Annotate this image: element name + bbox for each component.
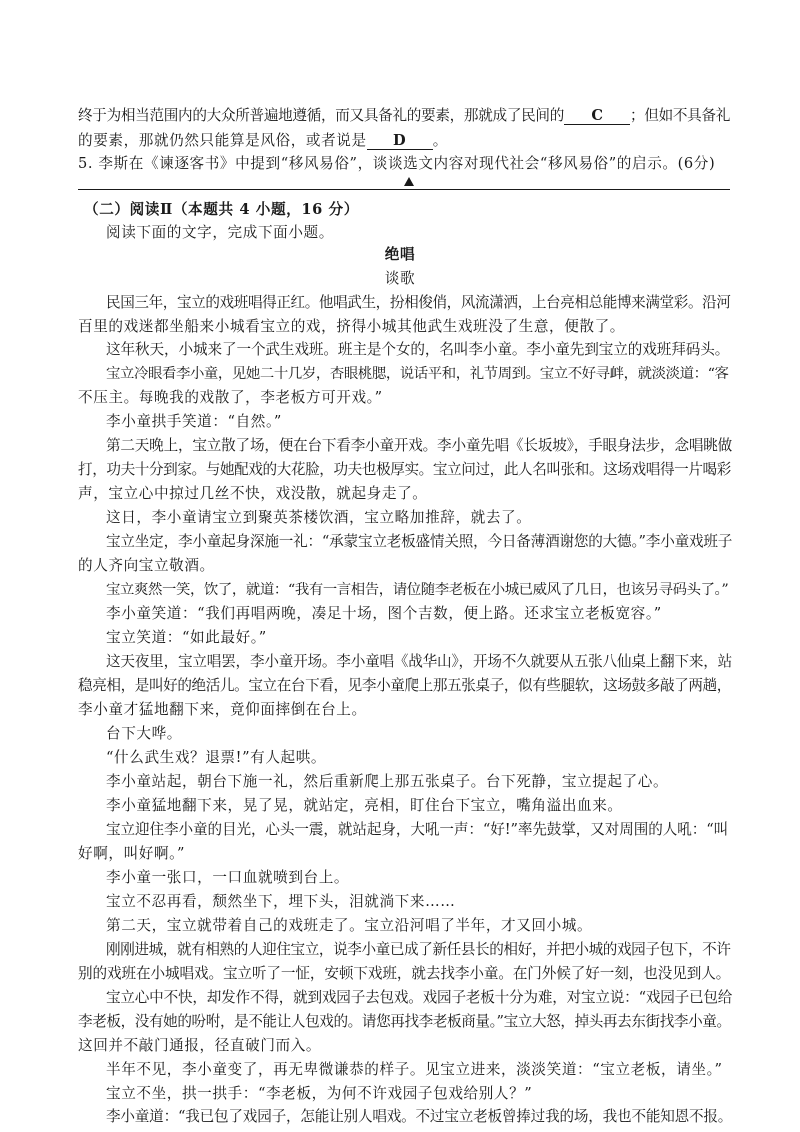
story-line: 这回并不敲门通报，径直破门而入。	[78, 1037, 322, 1054]
story-line: 李小童拱手笑道：“自然。”	[106, 413, 282, 430]
q4-text: ；但如不具备礼	[630, 107, 731, 124]
q4-text: 。	[432, 132, 448, 149]
story-line: 这日，李小童请宝立到聚英茶楼饮酒，宝立略加推辞，就去了。	[106, 509, 532, 526]
story-line: 宝立爽然一笑，饮了，就道：“我有一言相告，请位随李老板在小城已威风了几日，也该另寻码头了。”	[106, 582, 729, 598]
q4-line-2	[78, 133, 448, 150]
story-line: 的人齐向宝立敬酒。	[78, 557, 215, 574]
story-line: “什么武生戏？退票!”有人起哄。	[106, 749, 327, 766]
story-line: 民国三年，宝立的戏班唱得正红。他唱武生，扮相俊俏，风流潇洒，上台亮相总能博来满堂彩。沿河	[106, 294, 731, 311]
story-line: 别的戏班在小城唱戏。宝立听了一怔，安顿下戏班，就去找李小童。在门外候了好一刻，也没见到人。	[78, 965, 731, 982]
story-line: 刚刚进城，就有相熟的人迎住宝立，说李小童已成了新任县长的相好，并把小城的戏园子包下，不许	[106, 941, 731, 958]
story-line: 李小童站起，朝台下施一礼，然后重新爬上那五张桌子。台下死静，宝立提起了心。	[106, 773, 669, 790]
blank-c: C	[564, 108, 630, 125]
section-heading: （二）阅读Ⅱ（本题共 4 小题，16 分）	[84, 201, 359, 218]
story-line: 宝立笑道：“如此最好。”	[106, 629, 267, 646]
q4-line-1	[78, 108, 730, 125]
story-author: 谈歌	[384, 270, 416, 287]
story-line: 第二天，宝立就带着自己的戏班走了。宝立沿河唱了半年，才又回小城。	[106, 917, 593, 934]
q4-text: 终于为相当范围内的大众所普遍地遵循，而又具备礼的要素，那就成了民间的	[78, 107, 564, 124]
story-line: 这年秋天，小城来了一个武生戏班。班主是个女的，名叫李小童。李小童先到宝立的戏班拜码头。	[106, 341, 730, 358]
story-line: 李小童一张口，一口血就喷到台上。	[106, 869, 350, 886]
story-line: 李小童才猛地翻下来，竟仰面摔倒在台上。	[78, 701, 367, 718]
story-line: 打，功夫十分到家。与她配戏的大花脸，功夫也极厚实。宝立问过，此人名叫张和。这场戏唱得一片喝彩	[78, 461, 731, 478]
story-line: 第二天晚上，宝立散了场，便在台下看李小童开戏。李小童先唱《长坂坡》，手眼身法步，念唱眺做	[106, 437, 733, 454]
story-line: 这天夜里，宝立唱罢，李小童开场。李小童唱《战华山》，开场不久就要从五张八仙桌上翻下来，站	[106, 653, 733, 670]
story-line: 台下大哗。	[106, 725, 182, 742]
story-line: 李小童道：“我已包了戏园子，怎能让别人唱戏。不过宝立老板曾捧过我的场，我也不能知恩不报。	[106, 1108, 733, 1125]
question-5: 5. 李斯在《谏逐客书》中提到“移风易俗”，谈谈选文内容对现代社会“移风易俗”的启示。(6分)	[78, 155, 716, 172]
section-instruction: 阅读下面的文字，完成下面小题。	[106, 224, 334, 241]
section-divider	[78, 189, 730, 190]
story-line: 半年不见，李小童变了，再无卑微谦恭的样子。见宝立进来，淡淡笑道：“宝立老板，请坐。”	[106, 1061, 723, 1078]
story-line: 稳亮相，是叫好的绝活儿。宝立在台下看，见李小童爬上那五张桌子，似有些腿软，这场鼓多敲了两趟，	[78, 677, 731, 694]
story-line: 不压主。每晚我的戏散了，李老板方可开戏。”	[78, 389, 383, 406]
blank-d: D	[367, 133, 433, 150]
story-line: 宝立不坐，拱一拱手：“李老板，为何不许戏园子包戏给别人？”	[106, 1085, 533, 1102]
story-line: 宝立心中不快，却发作不得，就到戏园子去包戏。戏园子老板十分为难，对宝立说：“戏园子已包给	[106, 989, 733, 1006]
story-line: 宝立冷眼看李小童，见她二十几岁，杏眼桃腮，说话平和，礼节周到。宝立不好寻衅，就淡淡道：“客	[106, 366, 729, 382]
story-line: 李老板，没有她的吩咐，是不能让人包戏的。请您再找李老板商量。”宝立大怒，掉头再去东街找李小童。	[78, 1013, 731, 1030]
story-line: 李小童猛地翻下来，晃了晃，就站定，亮相，盯住台下宝立，嘴角溢出血来。	[106, 797, 623, 814]
q4-text: 的要素，那就仍然只能算是风俗，或者说是	[78, 132, 367, 149]
story-line: 李小童笑道：“我们再唱两晚，凑足十场，图个吉数，便上路。还求宝立老板宽容。”	[106, 605, 662, 622]
answer-area-marker-icon	[404, 177, 414, 186]
story-line: 百里的戏迷都坐船来小城看宝立的戏，挤得小城其他武生戏班没了生意，便散了。	[78, 318, 625, 335]
story-line: 宝立不忍再看，颓然坐下，埋下头，泪就淌下来……	[106, 893, 456, 910]
story-line: 宝立迎住李小童的目光，心头一震，就站起身，大吼一声：“好!”率先鼓掌，又对周围的人吼：“叫	[106, 821, 729, 838]
story-line: 宝立坐定，李小童起身深施一礼：“承蒙宝立老板盛情关照，今日备薄酒谢您的大德。”李小童戏班子	[106, 533, 733, 550]
story-title: 绝唱	[384, 246, 416, 263]
story-line: 好啊，叫好啊。”	[78, 845, 186, 862]
story-line: 声，宝立心中掠过几丝不快，戏没散，就起身走了。	[78, 485, 428, 502]
